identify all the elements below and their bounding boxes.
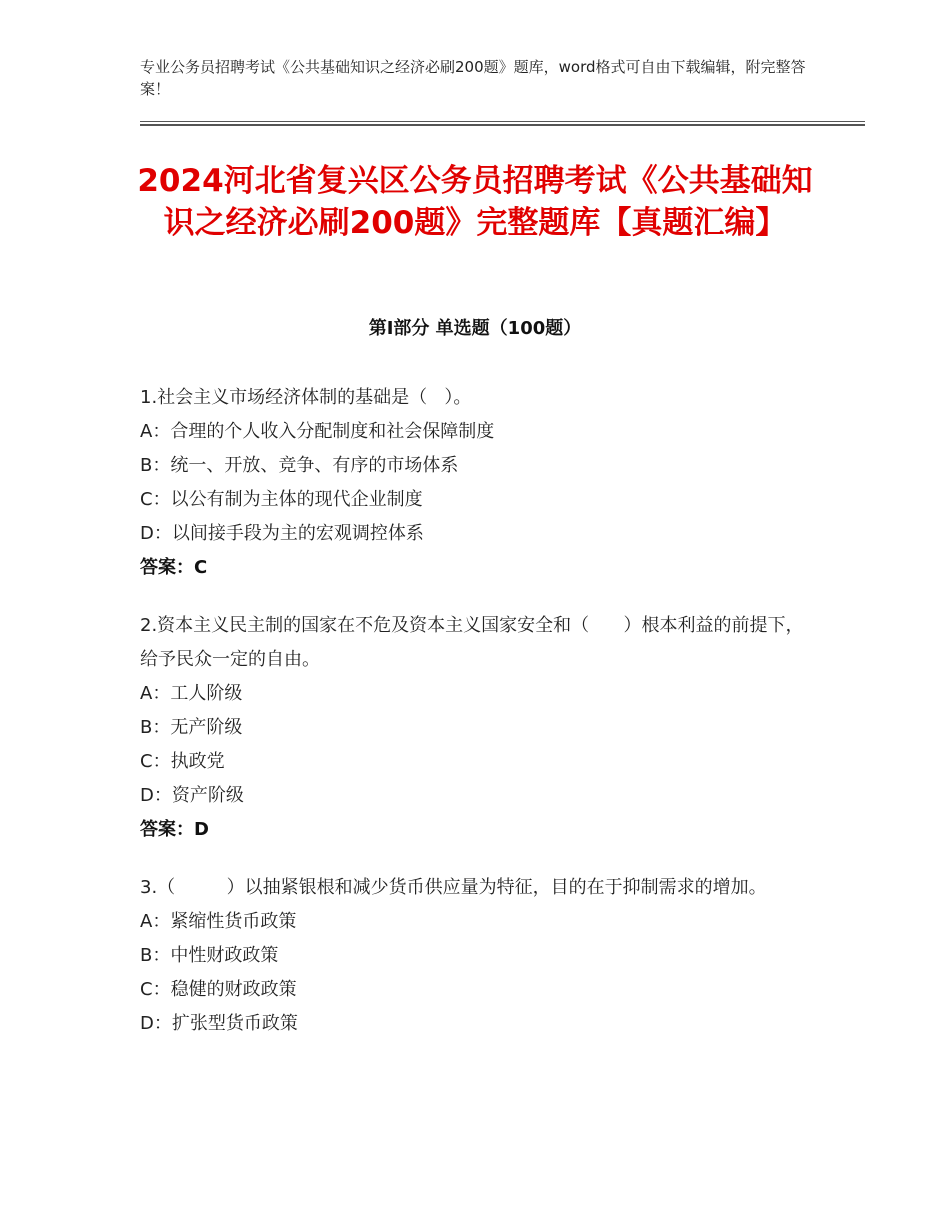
- question-stem: 1.社会主义市场经济体制的基础是（ ）。: [140, 387, 472, 408]
- option-b: B：统一、开放、竞争、有序的市场体系: [140, 455, 459, 476]
- option-a: A：紧缩性货币政策: [140, 911, 297, 932]
- header-divider: [140, 121, 865, 126]
- option-c: C：执政党: [140, 751, 225, 772]
- question-list: [140, 381, 805, 1065]
- question-stem: 2.资本主义民主制的国家在不危及资本主义国家安全和（ ）根本利益的前提下，给予民众一定的自由。: [140, 615, 804, 670]
- option-b: B：无产阶级: [140, 717, 243, 738]
- option-a: A：合理的个人收入分配制度和社会保障制度: [140, 421, 495, 442]
- question-2: [140, 609, 805, 847]
- option-d: D：以间接手段为主的宏观调控体系: [140, 523, 424, 544]
- answer-line: 答案：C: [140, 557, 208, 578]
- section-heading: 第Ⅰ部分 单选题（100题）: [368, 318, 582, 339]
- question-3: [140, 871, 805, 1041]
- answer-line: 答案：D: [140, 819, 209, 840]
- option-c: C：稳健的财政政策: [140, 979, 297, 1000]
- option-d: D：资产阶级: [140, 785, 244, 806]
- option-c: C：以公有制为主体的现代企业制度: [140, 489, 423, 510]
- option-a: A：工人阶级: [140, 683, 243, 704]
- question-stem: 3.（ ）以抽紧银根和减少货币供应量为特征，目的在于抑制需求的增加。: [140, 877, 767, 898]
- document-title: 2024河北省复兴区公务员招聘考试《公共基础知识之经济必刷200题》完整题库【真题汇编】: [137, 163, 813, 241]
- option-d: D：扩张型货币政策: [140, 1013, 298, 1034]
- option-b: B：中性财政政策: [140, 945, 279, 966]
- question-1: [140, 381, 805, 585]
- document-header-note: 专业公务员招聘考试《公共基础知识之经济必刷200题》题库，word格式可自由下载编辑，附完整答案！: [140, 58, 806, 98]
